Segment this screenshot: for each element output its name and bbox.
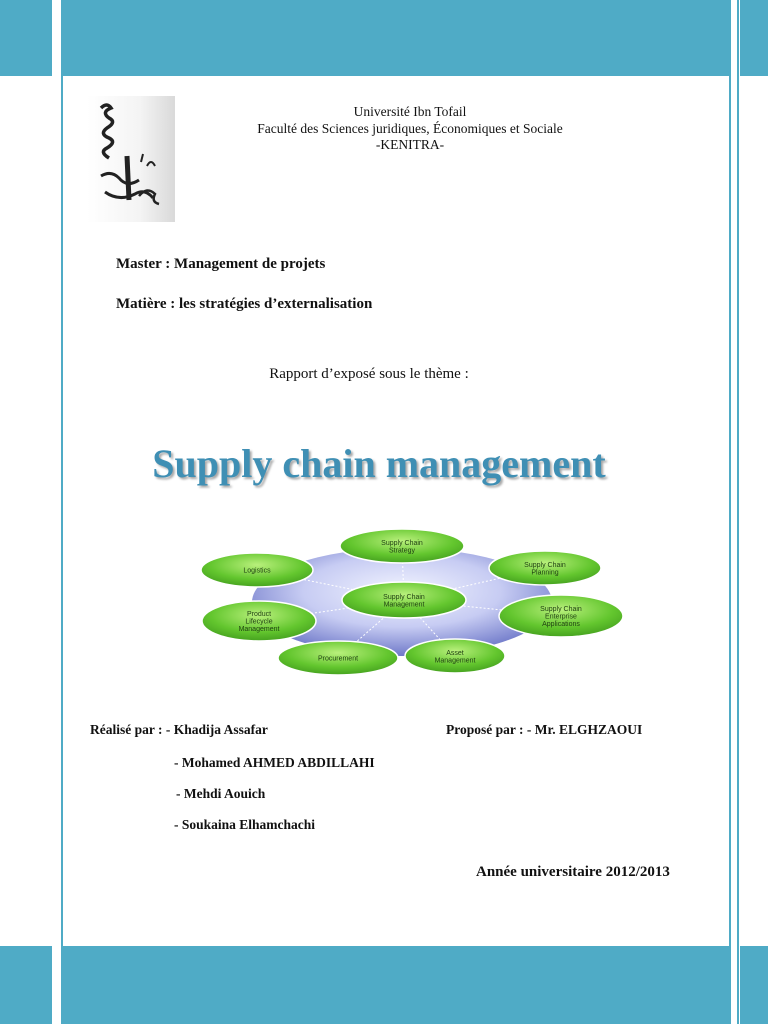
diagram-center-node-label-0: Supply Chain [383,593,425,601]
diagram-node-strategy-label-0: Supply Chain [381,539,423,547]
member-soukaina: - Soukaina Elhamchachi [174,817,316,832]
realise-par-line: Réalisé par : - Khadija Assafar [90,722,268,737]
right-outer-border-line [737,0,739,1024]
report-title: Supply chain management [152,441,606,486]
propose-par-line: Proposé par : - Mr. ELGHZAOUI [446,722,643,737]
diagram-node-enterprise-label-2: Applications [542,621,580,628]
diagram-node-product-label-0: Product [246,611,272,618]
diagram-node-planning-label-1: Planning [531,569,559,577]
diagram-node-asset-label-1: Management [434,657,476,665]
diagram-node-planning-label-0: Supply Chain [524,561,566,569]
diagram-node-logistics-label-0: Logistics [243,567,271,575]
diagram-node-strategy [340,529,464,563]
bottom-left-corner-band [0,946,52,1024]
theme-line: Rapport d’exposé sous le thème : [269,366,469,382]
top-band [62,0,730,76]
master-line: Master : Management de projets [116,256,326,272]
diagram-node-product-label-1: Lifecycle [245,618,273,626]
top-right-corner-band [740,0,768,76]
academic-year: Année universitaire 2012/2013 [476,864,670,880]
city-name: -KENITRA- [375,137,445,152]
bottom-right-corner-band [740,946,768,1024]
faculty-name: Faculté des Sciences juridiques, Économiques et Sociale [257,120,563,136]
bottom-band [62,946,730,1024]
diagram-node-asset [405,639,505,673]
university-logo-mark [87,96,175,222]
university-name: Université Ibn Tofail [353,104,467,119]
diagram-node-procurement [278,641,398,675]
left-border-line [61,0,63,1024]
diagram-node-product-label-2: Management [238,626,280,633]
diagram-node-enterprise [499,595,623,637]
diagram-node-strategy-label-1: Strategy [388,547,416,555]
diagram-center-node [342,582,466,618]
diagram-node-asset-label-0: Asset [446,649,464,657]
matiere-line: Matière : les stratégies d’externalisation [116,296,373,312]
member-mehdi: - Mehdi Aouich [176,786,266,801]
diagram-node-procurement-label-0: Procurement [317,655,359,663]
member-mohamed: - Mohamed AHMED ABDILLAHI [174,755,375,770]
top-left-corner-band [0,0,52,76]
diagram-center-node-label-1: Management [383,601,425,609]
university-logo [87,96,175,222]
diagram-svg [176,524,626,694]
diagram-node-product [202,601,316,641]
right-border-line [729,0,731,1024]
university-header [230,104,590,154]
diagram-node-logistics [201,553,313,587]
diagram-node-enterprise-label-1: Enterprise [545,613,577,621]
supply-chain-diagram [176,524,626,699]
diagram-node-planning [489,551,601,585]
diagram-node-enterprise-label-0: Supply Chain [540,606,582,613]
